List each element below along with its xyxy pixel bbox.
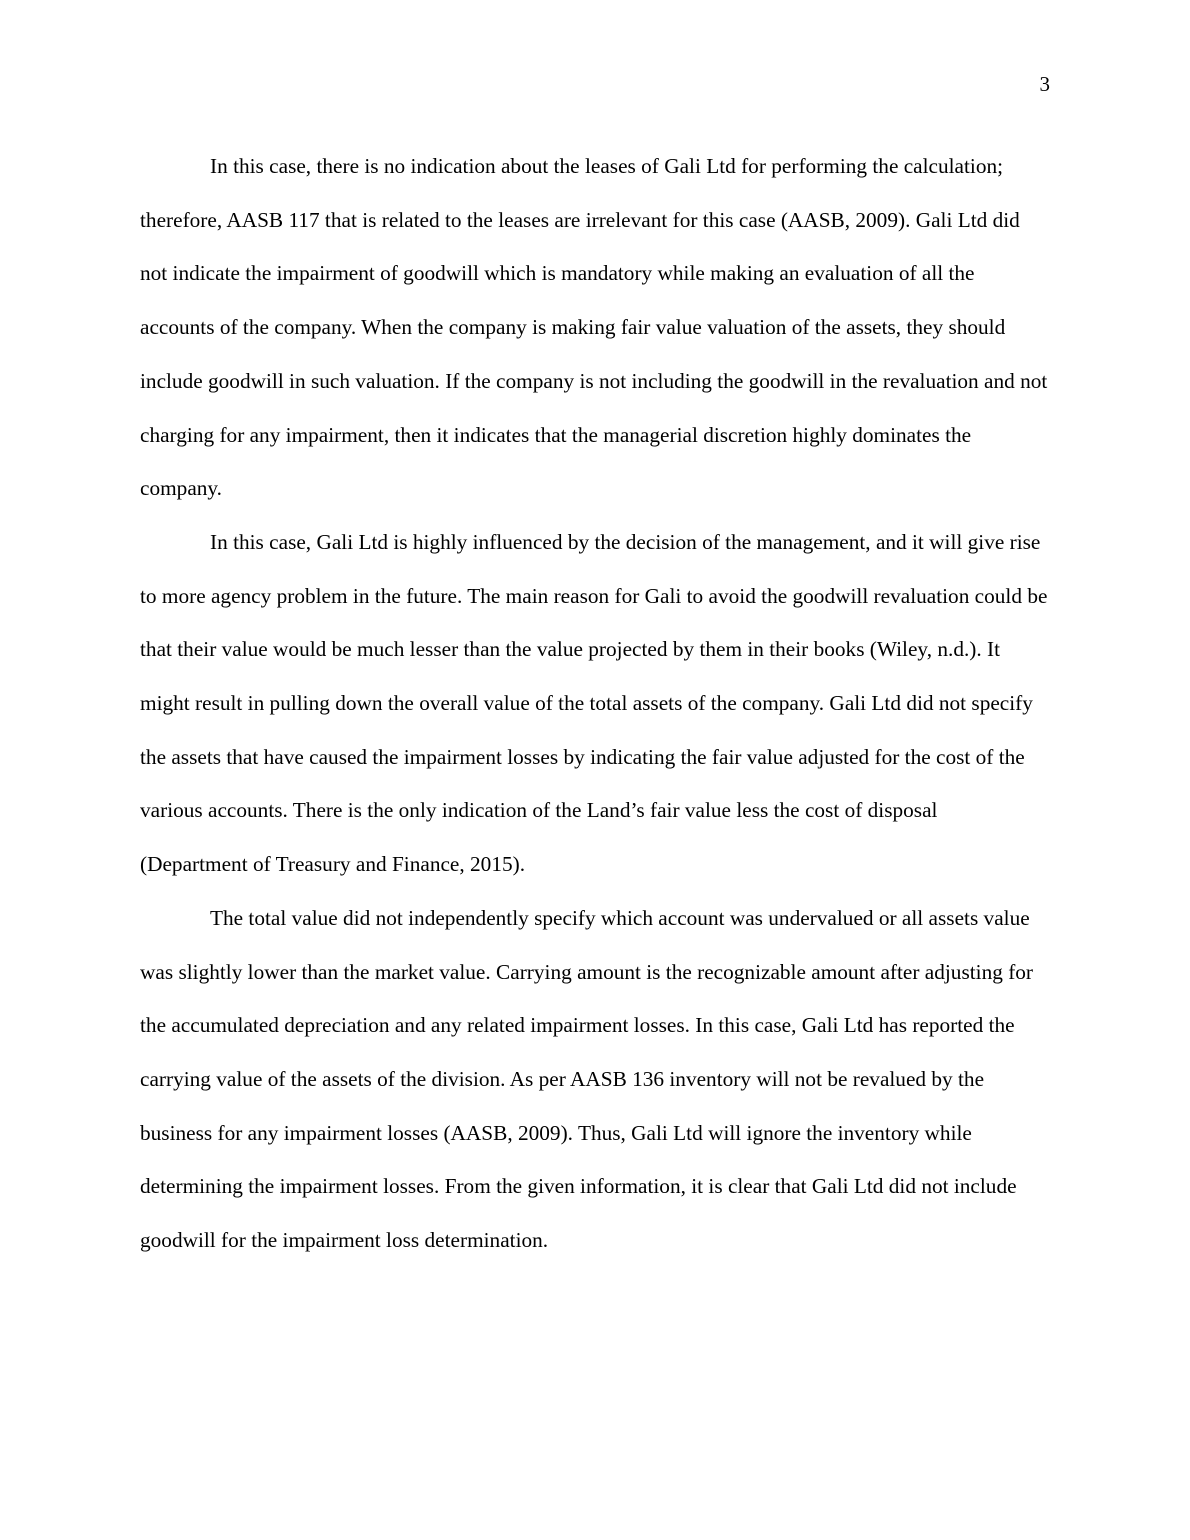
paragraph-2: In this case, Gali Ltd is highly influenced by the decision of the management, and it will give rise to more agency problem in the future. The main reason for Gali to avoid the goodwill revaluation could be that their value would be much lesser than the value projected by them in their books (Wiley, n.d.). It might result in pulling down the overall value of the total assets of the company. Gali Ltd did not specify the assets that have caused the impairment losses by indicating the fair value adjusted for the cost of the various accounts. There is the only indication of the Land’s fair value less the cost of disposal (Department of Treasury and Finance, 2015). — [140, 529, 1048, 877]
paragraph-3: The total value did not independently specify which account was undervalued or all assets value was slightly lower than the market value. Carrying amount is the recognizable amount after adjusting for the accumulated depreciation and any related impairment losses. In this case, Gali Ltd has reported the carrying value of the assets of the division. As per AASB 136 inventory will not be revalued by the business for any impairment losses (AASB, 2009). Thus, Gali Ltd will ignore the inventory while determining the impairment losses. From the given information, it is clear that Gali Ltd did not include goodwill for the impairment loss determination. — [140, 905, 1034, 1253]
document-body — [140, 140, 1050, 1268]
paragraph-1: In this case, there is no indication about the leases of Gali Ltd for performing the calculation; therefore, AASB 117 that is related to the leases are irrelevant for this case (AASB, 2009). Gali Ltd did not indicate the impairment of goodwill which is mandatory while making an evaluation of all the accounts of the company. When the company is making fair value valuation of the assets, they should include goodwill in such valuation. If the company is not including the goodwill in the revaluation and not charging for any impairment, then it indicates that the managerial discretion highly dominates the company. — [140, 154, 1048, 501]
page-number: 3 — [1039, 72, 1050, 96]
